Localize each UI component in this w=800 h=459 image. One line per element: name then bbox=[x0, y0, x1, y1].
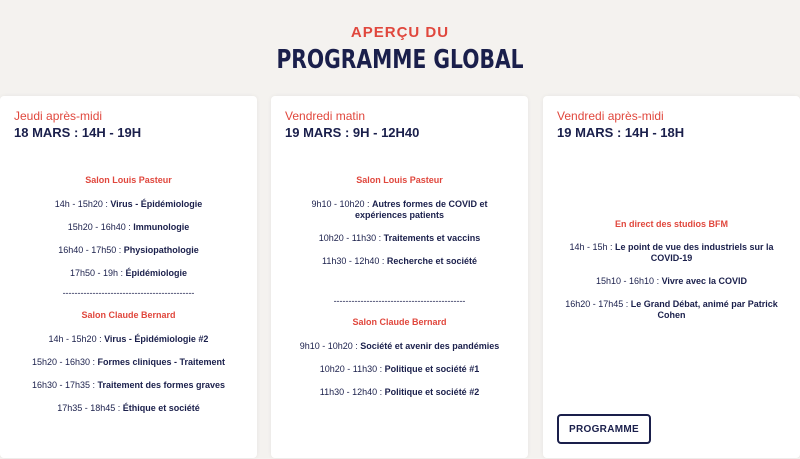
session-item: 15h20 - 16h40 : Immunologie bbox=[67, 222, 190, 232]
session-item: 9h10 - 10h20 : Société et avenir des pandémies bbox=[299, 341, 500, 351]
session-item: 16h20 - 17h45 : Le Grand Débat, animé par Patrick Cohen bbox=[565, 299, 778, 320]
card-day: Vendredi matin bbox=[285, 109, 366, 123]
salon-title: Salon Louis Pasteur bbox=[356, 175, 443, 185]
session-item: 17h50 - 19h : Épidémiologie bbox=[69, 268, 188, 278]
session-item: 14h - 15h20 : Virus - Épidémiologie #2 bbox=[48, 334, 209, 344]
section-header bbox=[0, 24, 800, 76]
session-item: 9h10 - 10h20 : Autres formes de COVID et expériences patients bbox=[311, 199, 488, 220]
card-schedule bbox=[559, 219, 784, 321]
salon-title: Salon Claude Bernard bbox=[81, 310, 176, 320]
card-date: 18 MARS : 14H - 19H bbox=[14, 125, 142, 140]
session-item: 14h - 15h : Le point de vue des industriels sur la COVID-19 bbox=[569, 242, 774, 263]
session-item: 15h20 - 16h30 : Formes cliniques - Traitement bbox=[31, 357, 226, 367]
salon-title: Salon Claude Bernard bbox=[352, 317, 447, 327]
separator: -------------------------------------------- bbox=[333, 296, 466, 306]
schedule-card-thursday bbox=[0, 96, 257, 458]
salon-title: Salon Louis Pasteur bbox=[85, 175, 172, 185]
header-title: PROGRAMME GLOBAL bbox=[276, 45, 524, 75]
session-item: 11h30 - 12h40 : Politique et société #2 bbox=[319, 387, 480, 397]
programme-button[interactable]: PROGRAMME bbox=[557, 414, 651, 444]
schedule-card-friday-afternoon bbox=[543, 96, 800, 458]
card-schedule bbox=[297, 175, 502, 398]
header-pre-title: APERÇU DU bbox=[350, 24, 450, 41]
separator: -------------------------------------------- bbox=[62, 288, 195, 298]
salon-title: En direct des studios BFM bbox=[614, 219, 728, 229]
schedule-card-friday-morning bbox=[271, 96, 528, 458]
session-item: 10h20 - 11h30 : Politique et société #1 bbox=[319, 364, 480, 374]
session-item: 10h20 - 11h30 : Traitements et vaccins bbox=[318, 233, 481, 243]
card-day: Vendredi après-midi bbox=[557, 109, 664, 123]
session-item: 16h30 - 17h35 : Traitement des formes graves bbox=[31, 380, 226, 390]
session-item: 16h40 - 17h50 : Physiopathologie bbox=[58, 245, 199, 255]
session-item: 17h35 - 18h45 : Éthique et société bbox=[57, 403, 200, 413]
card-date: 19 MARS : 14H - 18H bbox=[557, 125, 685, 140]
session-item: 14h - 15h20 : Virus - Épidémiologie bbox=[54, 199, 203, 209]
card-day: Jeudi après-midi bbox=[14, 109, 103, 123]
session-item: 15h10 - 16h10 : Vivre avec la COVID bbox=[596, 276, 747, 286]
card-schedule bbox=[6, 175, 251, 414]
card-date: 19 MARS : 9H - 12H40 bbox=[285, 125, 420, 140]
session-item: 11h30 - 12h40 : Recherche et société bbox=[322, 256, 477, 266]
